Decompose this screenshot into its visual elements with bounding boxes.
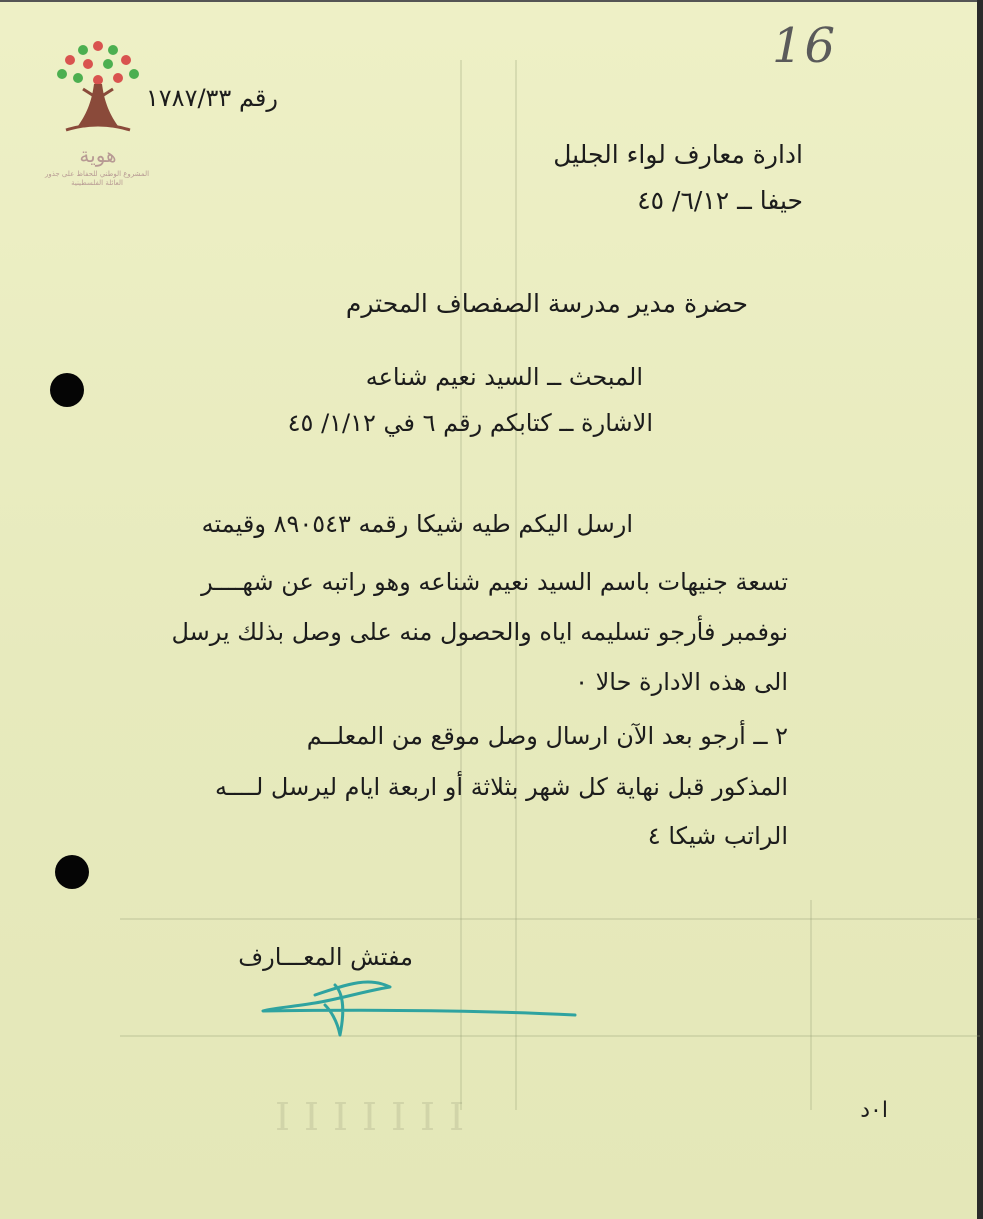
reference-number: رقم ١٧٨٧/٣٣ bbox=[145, 84, 278, 112]
bleed-line bbox=[810, 900, 812, 1110]
page-number: 16 bbox=[772, 18, 838, 74]
bleed-through-marks: IIIIIII bbox=[275, 1095, 479, 1139]
addressee: حضرة مدير مدرسة الصفصاف المحترم bbox=[345, 289, 748, 318]
bleed-line bbox=[120, 918, 980, 920]
sender-department: ادارة معارف لواء الجليل bbox=[553, 140, 803, 169]
place-date: حيفا ــ ٦/١٢/ ٤٥ bbox=[637, 186, 803, 215]
body-line: الراتب شيكا ٤ bbox=[647, 822, 788, 850]
heritage-tree-logo-icon bbox=[48, 34, 148, 184]
punch-hole bbox=[50, 373, 84, 407]
handwritten-signature bbox=[255, 965, 585, 1045]
logo-tagline: المشروع الوطني للحفاظ على جذور العائلة الفلسطينية bbox=[44, 170, 150, 187]
body-line: الى هذه الادارة حالا ٠ bbox=[575, 668, 788, 696]
body-line: ٢ ــ أرجو بعد الآن ارسال وصل موقع من المعلــم bbox=[306, 722, 788, 750]
subject-line: المبحث ــ السيد نعيم شناعه bbox=[365, 363, 643, 391]
reference-line: الاشارة ــ كتابكم رقم ٦ في ١/١٢/ ٤٥ bbox=[287, 409, 653, 437]
signatory-title: مفتش المعـــارف bbox=[238, 943, 413, 971]
body-line: ارسل اليكم طيه شيكا رقمه ٨٩٠٥٤٣ وقيمته bbox=[201, 510, 633, 538]
body-line: تسعة جنيهات باسم السيد نعيم شناعه وهو راتبه عن شهــــر bbox=[201, 568, 788, 596]
body-line: نوفمبر فأرجو تسليمه اياه والحصول منه على وصل بذلك يرسل bbox=[171, 618, 788, 646]
punch-hole bbox=[55, 855, 89, 889]
footer-initials: ا٠د bbox=[860, 1098, 888, 1123]
logo-name: هوية bbox=[79, 143, 117, 167]
scan-edge-top bbox=[0, 0, 983, 2]
body-line: المذكور قبل نهاية كل شهر بثلاثة أو اربعة ايام ليرسل لــــه bbox=[215, 773, 788, 801]
